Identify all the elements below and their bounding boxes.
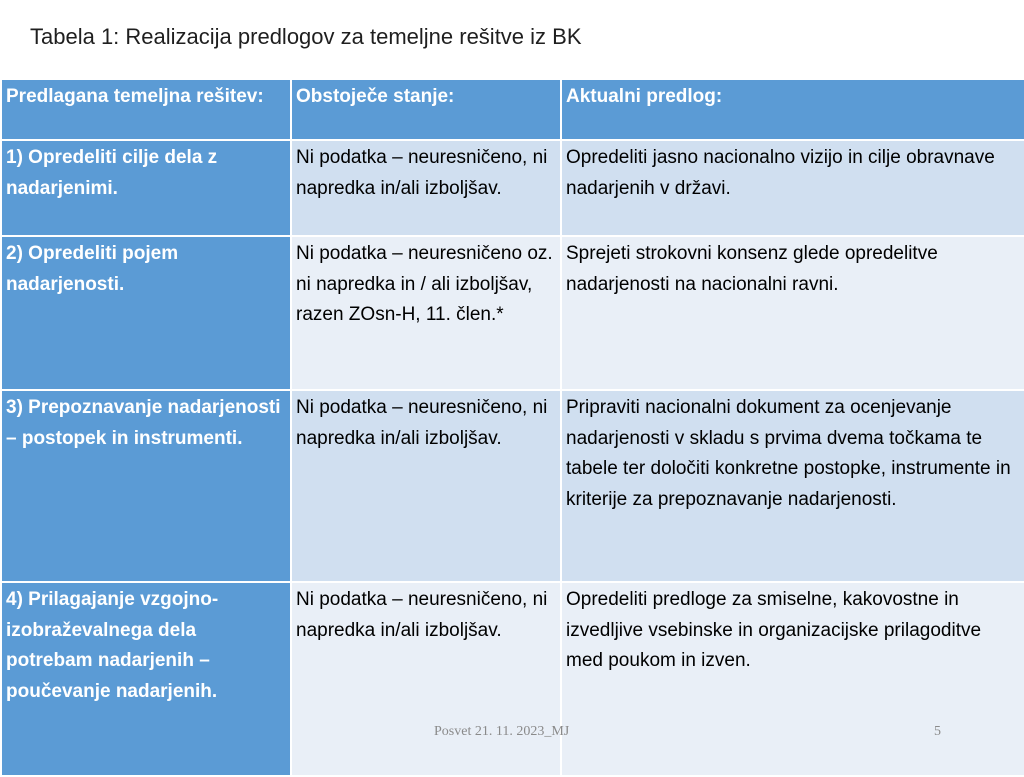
header-proposal: Aktualni predlog: [561,79,1024,140]
proposals-table [0,78,1024,777]
cell-current-state: Ni podatka – neuresničeno, ni napredka in/ali izboljšav. [291,582,561,776]
cell-current-state: Ni podatka – neuresničeno, ni napredka in/ali izboljšav. [291,390,561,582]
cell-proposal: Opredeliti jasno nacionalno vizijo in cilje obravnave nadarjenih v državi. [561,140,1024,236]
footer-date: Posvet 21. 11. 2023_MJ [434,724,570,739]
header-current-state: Obstoječe stanje: [291,79,561,140]
page-number: 5 [934,724,941,739]
cell-proposal: Opredeliti predloge za smiselne, kakovostne in izvedljive vsebinske in organizacijske prilagoditve med poukom in izven. [561,582,1024,776]
table-row [1,582,1024,776]
cell-solution: 1) Opredeliti cilje dela z nadarjenimi. [1,140,291,236]
cell-proposal: Pripraviti nacionalni dokument za ocenjevanje nadarjenosti v skladu s prvima dvema točkama te tabele ter določiti konkretne postopke, instrumente in kriterije za prepoznavanje nadarjenosti. [561,390,1024,582]
table-row [1,236,1024,390]
cell-solution: 2) Opredeliti pojem nadarjenosti. [1,236,291,390]
cell-solution: 3) Prepoznavanje nadarjenosti – postopek in instrumenti. [1,390,291,582]
table-row [1,140,1024,236]
cell-current-state: Ni podatka – neuresničeno oz. ni napredka in / ali izboljšav, razen ZOsn-H, 11. člen.* [291,236,561,390]
cell-solution: 4) Prilagajanje vzgojno-izobraževalnega dela potrebam nadarjenih – poučevanje nadarjenih. [1,582,291,776]
table-caption: Tabela 1: Realizacija predlogov za temeljne rešitve iz BK [30,24,582,49]
cell-proposal: Sprejeti strokovni konsenz glede opredelitve nadarjenosti na nacionalni ravni. [561,236,1024,390]
header-solution: Predlagana temeljna rešitev: [1,79,291,140]
table-row [1,390,1024,582]
table-header-row [1,79,1024,140]
cell-current-state: Ni podatka – neuresničeno, ni napredka in/ali izboljšav. [291,140,561,236]
